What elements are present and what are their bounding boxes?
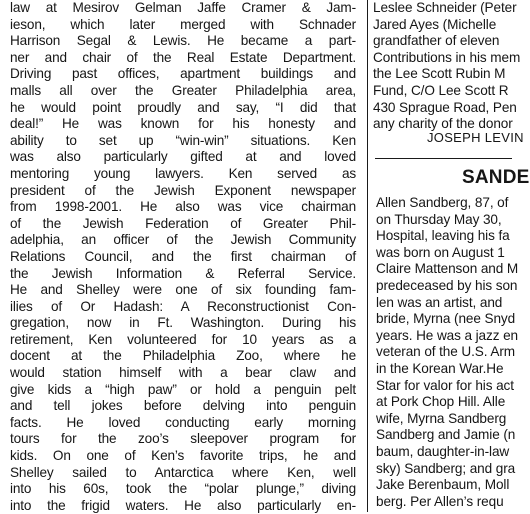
text-line: veteran of the U.S. Arm — [376, 344, 515, 360]
text-line: Jake Berenbaum, Moll — [376, 477, 510, 493]
text-line: president of the Jewish Exponent newspaper — [10, 182, 356, 198]
text-line: ieson, which later merged with Schnader — [10, 16, 356, 32]
obituary-heading: SANDE — [462, 167, 530, 188]
text-line: tours for the zoo’s sleepover program for — [10, 431, 356, 447]
text-line: law at Mesirov Gelman Jaffe Cramer & Jam- — [10, 0, 356, 15]
text-line: Allen Sandberg, 87, of — [376, 195, 509, 210]
text-line: ilies of Or Hadash: A Reconstructionist Con- — [10, 298, 356, 314]
obituary-body-sandberg — [376, 195, 518, 510]
text-line: retirement, Ken volunteered for 10 years as a — [10, 331, 356, 347]
funeral-home-signature: JOSEPH LEVIN — [427, 130, 524, 145]
text-line: of the Jewish Federation of Greater Phil- — [10, 215, 356, 231]
text-line: on Thursday May 30, — [376, 211, 502, 227]
text-line: at Pork Chop Hill. Alle — [376, 394, 506, 410]
text-line: the Lee Scott Rubin M — [373, 66, 506, 82]
text-line: Shelley sailed to Antarctica where Ken, well — [10, 464, 356, 480]
text-line: ability to set up “win-win” situations. Ken — [10, 132, 356, 148]
text-line: malls all over the Greater Philadelphia area, — [10, 82, 356, 98]
text-line: kids. On one of Ken’s favorite trips, he and — [10, 448, 356, 464]
text-line: len was an artist, and — [376, 294, 503, 310]
text-line: into his 60s, took the “polar plunge,” diving — [10, 481, 356, 497]
text-line: any charity of the donor — [373, 116, 513, 132]
text-line: adelphia, an officer of the Jewish Community — [10, 232, 356, 248]
text-line: into the frigid waters. He also particularly en- — [10, 497, 356, 513]
text-line: Driving past offices, apartment buildings and — [10, 66, 356, 82]
text-line: Star for valor for his act — [376, 377, 514, 393]
column-divider — [367, 0, 368, 512]
text-line: sky) Sandberg; and gra — [376, 460, 516, 476]
text-line: deal!” He was known for his honesty and — [10, 116, 356, 132]
text-line: give kids a “high paw” or hold a penguin pelt — [10, 381, 356, 397]
text-line: grandfather of eleven — [373, 33, 500, 49]
text-line: Jared Ayes (Michelle — [373, 16, 497, 32]
text-line: He and Shelley were one of six founding fam- — [10, 282, 356, 298]
text-line: from 1998-2001. He also was vice chairman — [10, 199, 356, 215]
text-line: mentoring young lawyers. Ken served as — [10, 165, 356, 181]
text-line: Harrison Segal & Lewis. He became a part- — [10, 33, 356, 49]
text-line: docent at the Philadelphia Zoo, where he — [10, 348, 356, 364]
text-line: Hospital, leaving his fa — [376, 228, 510, 244]
text-line: gregation, now in Ft. Washington. During his — [10, 315, 356, 331]
obituary-column-right-top — [373, 0, 523, 133]
section-rule — [375, 158, 512, 159]
text-line: bride, Myrna (nee Snyd — [376, 311, 516, 327]
text-line: facts. He loved conducting early morning — [10, 414, 356, 430]
text-line: and tell jokes before delving into penguin — [10, 398, 356, 414]
text-line: 430 Sprague Road, Pen — [373, 99, 517, 115]
text-line: berg. Per Allen’s requ — [376, 493, 504, 509]
text-line: was born on August 1 — [376, 244, 505, 260]
obituary-column-left — [10, 0, 356, 514]
text-line: baum, daughter-in-law — [376, 443, 510, 459]
text-line: wife, Myrna Sandberg — [376, 410, 507, 426]
text-line: Relations Council, and the first chairman of — [10, 248, 356, 264]
text-line: Claire Mattenson and M — [376, 261, 519, 277]
text-line: Leslee Schneider (Peter — [373, 0, 517, 15]
text-line: was also particularly gifted at and loved — [10, 149, 356, 165]
text-line: Fund, C/O Lee Scott R — [373, 82, 509, 98]
text-line: would station himself with a bear claw and — [10, 365, 356, 381]
text-line: in the Korean War.He — [376, 360, 504, 376]
text-line: Contributions in his mem — [373, 49, 521, 65]
text-line: the Jewish Information & Referral Service. — [10, 265, 356, 281]
text-line: Sandberg and Jamie (n — [376, 427, 516, 443]
text-line: predeceased by his son — [376, 277, 518, 293]
text-line: ner and chair of the Real Estate Department. — [10, 49, 356, 65]
text-line: years. He was a jazz en — [376, 327, 519, 343]
text-line: he would point proudly and say, “I did that — [10, 99, 356, 115]
